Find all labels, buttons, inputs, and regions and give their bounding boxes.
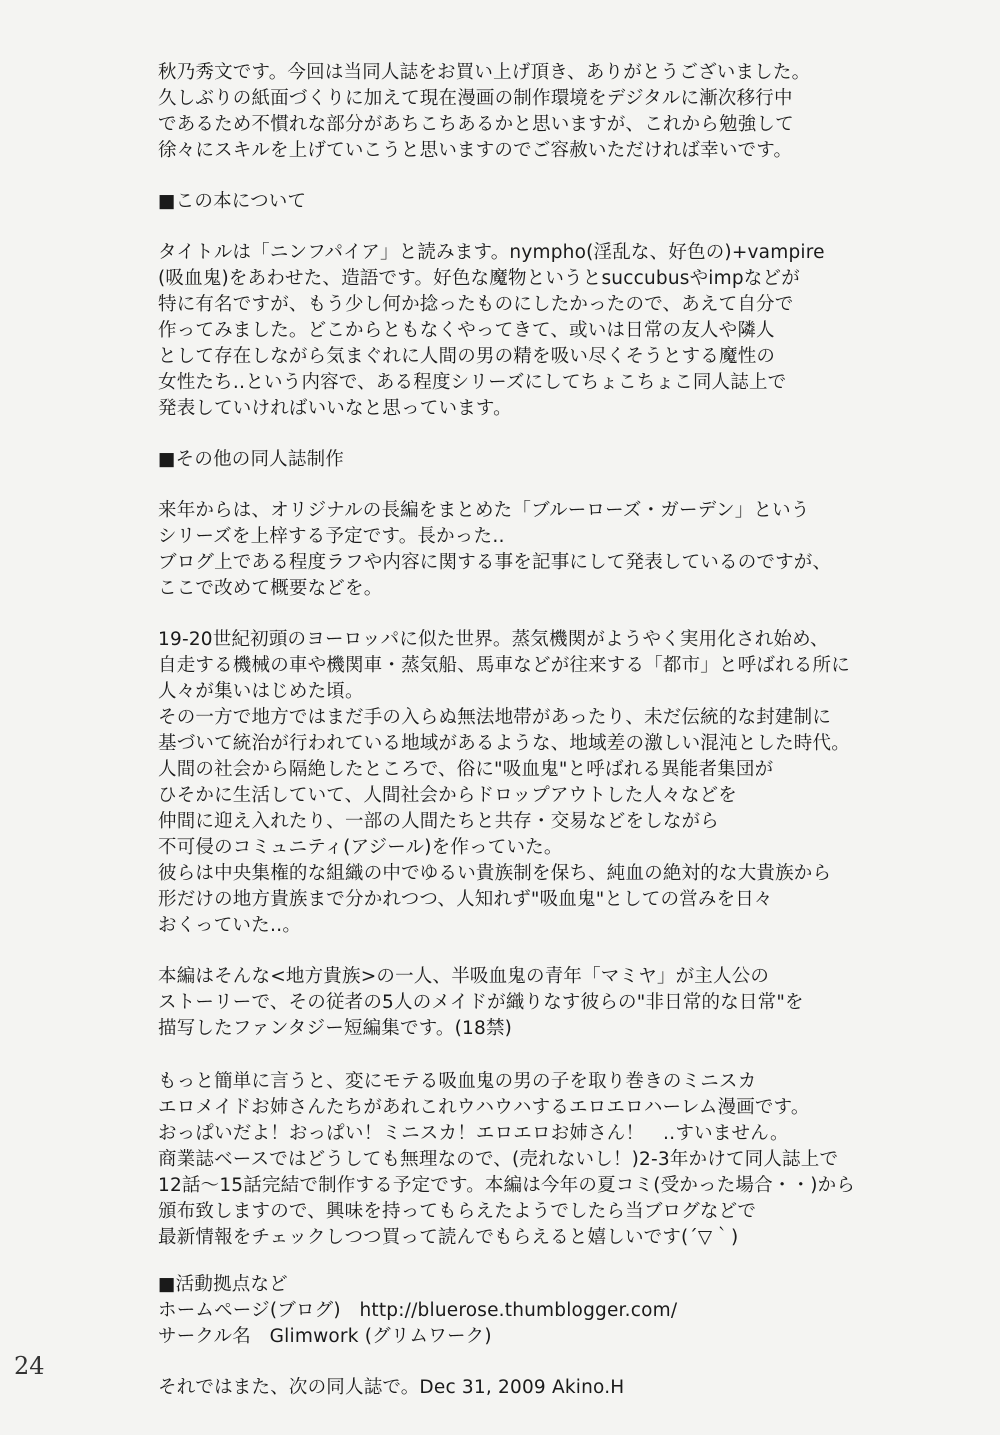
other-para3-line: ストーリーで、その従者の5人のメイドが織りなす彼らの"非日常的な日常"を: [158, 992, 804, 1013]
about-line: 女性たち‥という内容で、ある程度シリーズにしてちょこちょこ同人誌上で: [158, 372, 787, 393]
section-heading-activity: ■活動拠点など: [158, 1274, 288, 1295]
other-para4-line: おっぱいだよ！おっぱい！ミニスカ！エロエロお姉さん！ ‥すいません。: [158, 1123, 789, 1144]
about-line: として存在しながら気まぐれに人間の男の精を吸い尽くそうとする魔性の: [158, 346, 776, 367]
other-para2-line: 彼らは中央集権的な組織の中でゆるい貴族制を保ち、純血の絶対的な大貴族から: [158, 863, 832, 884]
other-para1-line: ブログ上である程度ラフや内容に関する事を記事にして発表しているのですが、: [158, 552, 832, 573]
about-line: (吸血鬼)をあわせた、造語です。好色な魔物というとsuccubusやimpなどが: [158, 268, 800, 289]
other-para2-line: 形だけの地方貴族まで分かれつつ、人知れず"吸血鬼"としての営みを日々: [158, 889, 773, 910]
other-para4-line: 頒布致しますので、興味を持ってもらえたようでしたら当ブログなどで: [158, 1201, 757, 1222]
other-para2-line: その一方で地方ではまだ手の入らぬ無法地帯があったり、未だ伝統的な封建制に: [158, 707, 832, 728]
intro-line: 秋乃秀文です。今回は当同人誌をお買い上げ頂き、ありがとうございました。: [158, 62, 811, 83]
other-para2-line: 人々が集いはじめた頃。: [158, 681, 364, 702]
intro-line: 徐々にスキルを上げていこうと思いますのでご容赦いただければ幸いです。: [158, 140, 793, 161]
section-heading-about: ■この本について: [158, 191, 307, 212]
closing-line: それではまた、次の同人誌で。Dec 31, 2009 Akino.H: [158, 1377, 625, 1398]
other-para3-line: 描写したファンタジー短編集です。(18禁): [158, 1018, 513, 1039]
homepage-line: ホームページ(ブログ) http://bluerose.thumblogger.com/: [158, 1300, 678, 1321]
circle-name-line: サークル名 Glimwork (グリムワーク): [158, 1326, 492, 1347]
other-para2-line: 不可侵のコミュニティ(アジール)を作っていた。: [158, 837, 563, 858]
other-para4-line: もっと簡単に言うと、変にモテる吸血鬼の男の子を取り巻きのミニスカ: [158, 1071, 757, 1092]
other-para4-line: 最新情報をチェックしつつ買って読んでもらえると嬉しいです(´▽｀): [158, 1227, 739, 1248]
intro-line: であるため不慣れな部分があちこちあるかと思いますが、これから勉強して: [158, 114, 794, 135]
about-line: タイトルは「ニンフパイア」と読みます。nympho(淫乱な、好色の)+vampire: [158, 242, 825, 263]
other-para4-line: 商業誌ベースではどうしても無理なので、(売れないし！)2-3年かけて同人誌上で: [158, 1149, 839, 1170]
other-para2-line: 19-20世紀初頭のヨーロッパに似た世界。蒸気機関がようやく実用化され始め、: [158, 629, 829, 650]
other-para2-line: 基づいて統治が行われている地域があるような、地域差の激しい混沌とした時代。: [158, 733, 850, 754]
section-heading-other: ■その他の同人誌制作: [158, 449, 344, 470]
other-para3-line: 本編はそんな<地方貴族>の一人、半吸血鬼の青年「マミヤ」が主人公の: [158, 966, 770, 987]
other-para2-line: 人間の社会から隔絶したところで、俗に"吸血鬼"と呼ばれる異能者集団が: [158, 759, 774, 780]
about-line: 特に有名ですが、もう少し何か捻ったものにしたかったので、あえて自分で: [158, 294, 794, 315]
about-line: 作ってみました。どこからともなくやってきて、或いは日常の友人や隣人: [158, 320, 775, 341]
other-para1-line: シリーズを上梓する予定です。長かった‥: [158, 526, 505, 547]
other-para2-line: 仲間に迎え入れたり、一部の人間たちと共存・交易などをしながら: [158, 811, 720, 832]
other-para4-line: 12話～15話完結で制作する予定です。本編は今年の夏コミ(受かった場合・・)から: [158, 1175, 856, 1196]
other-para2-line: ひそかに生活していて、人間社会からドロップアウトした人々などを: [158, 785, 737, 806]
intro-line: 久しぶりの紙面づくりに加えて現在漫画の制作環境をデジタルに漸次移行中: [158, 88, 793, 109]
about-line: 発表していければいいなと思っています。: [158, 398, 512, 419]
page-number: 24: [14, 1352, 45, 1380]
other-para1-line: 来年からは、オリジナルの長編をまとめた「ブルーローズ・ガーデン」という: [158, 500, 810, 521]
other-para2-line: おくっていた‥。: [158, 915, 302, 936]
other-para1-line: ここで改めて概要などを。: [158, 578, 383, 599]
other-para4-line: エロメイドお姉さんたちがあれこれウハウハするエロエロハーレム漫画です。: [158, 1097, 810, 1118]
other-para2-line: 自走する機械の車や機関車・蒸気船、馬車などが往来する「都市」と呼ばれる所に: [158, 655, 850, 676]
